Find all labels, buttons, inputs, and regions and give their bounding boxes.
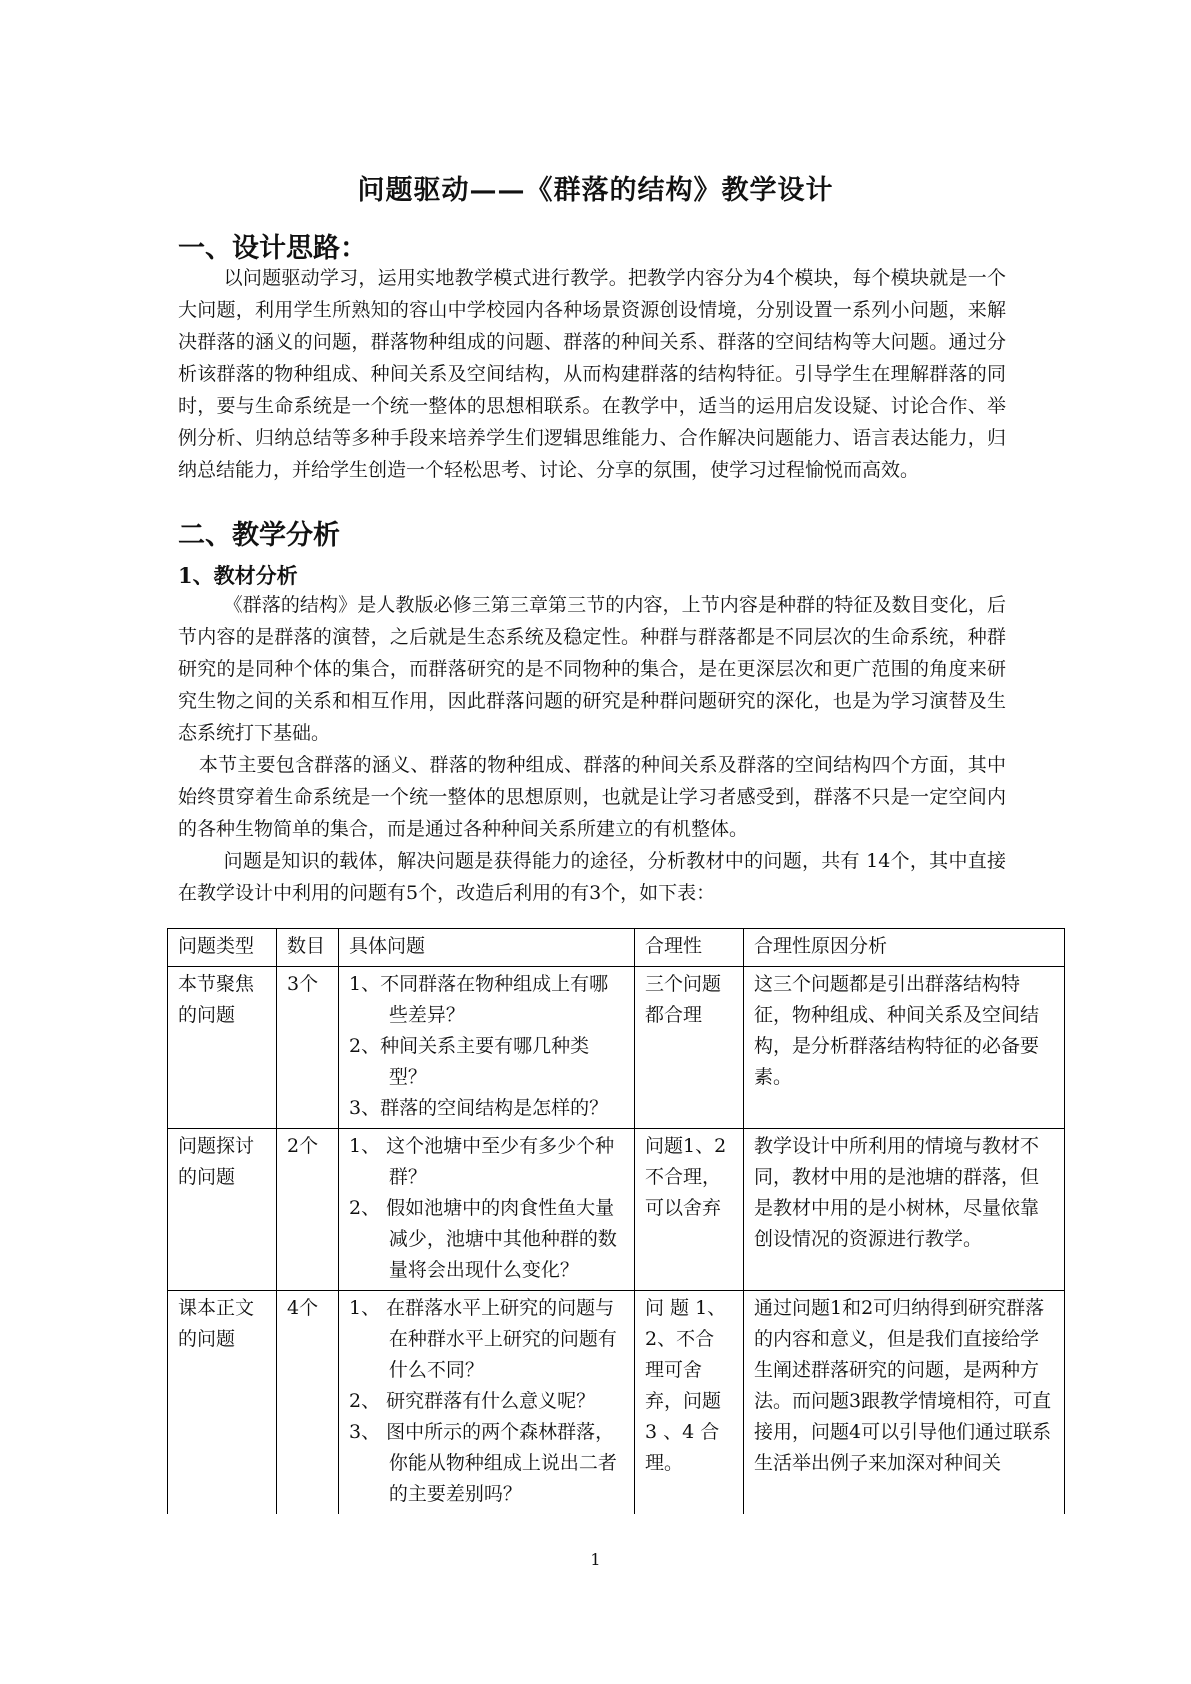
question-item: 3、 图中所示的两个森林群落，你能从物种组成上说出二者的主要差别吗？ (349, 1421, 617, 1505)
cell-analysis: 这三个问题都是引出群落结构特征，物种组成、种间关系及空间结构，是分析群落结构特征的必备要素。 (744, 967, 1065, 1129)
cell-analysis: 教学设计中所利用的情境与教材不同，教材中用的是池塘的群落，但是教材中用的是小树林，尽量依靠创设情况的资源进行教学。 (744, 1129, 1065, 1291)
table-row (168, 967, 1065, 1129)
question-analysis-table (167, 928, 1065, 1514)
cell-count: 3个 (277, 967, 339, 1129)
header-reasonableness: 合理性 (635, 929, 744, 967)
design-idea-paragraph: 以问题驱动学习，运用实地教学模式进行教学。把教学内容分为4个模块，每个模块就是一个大问题，利用学生所熟知的容山中学校园内各种场景资源创设情境，分别设置一系列小问题，来解决群落的涵义的问题，群落物种组成的问题、群落的种间关系、群落的空间结构等大问题。通过分析该群落的物种组成、种间关系及空间结构，从而构建群落的结构特征。引导学生在理解群落的同时，要与生命系统是一个统一整体的思想相联系。在教学中，适当的运用启发设疑、讨论合作、举例分析、归纳总结等多种手段来培养学生们逻辑思维能力、合作解决问题能力、语言表达能力，归纳总结能力，并给学生创造一个轻松思考、讨论、分享的氛围，使学习过程愉悦而高效。 (178, 267, 1006, 481)
question-item: 1、不同群落在物种组成上有哪些差异？ (349, 973, 609, 1026)
question-item: 1、 这个池塘中至少有多少个种群？ (349, 1135, 615, 1188)
subheading-textbook-analysis: 1、教材分析 (178, 563, 298, 588)
cell-count: 2个 (277, 1129, 339, 1291)
cell-questions (339, 967, 635, 1129)
section-heading-design-idea: 一、设计思路： (178, 233, 367, 264)
textbook-paragraph-3: 问题是知识的载体，解决问题是获得能力的途径，分析教材中的问题，共有 14个，其中直接在教学设计中利用的问题有5个，改造后利用的有3个，如下表： (178, 850, 1006, 904)
table-header-row (168, 929, 1065, 967)
cell-analysis: 通过问题1和2可归纳得到研究群落的内容和意义，但是我们直接给学生阐述群落研究的问题，是两种方法。而问题3跟教学情境相符，可直接用，问题4可以引导他们通过联系生活举出例子来加深对种间关 (744, 1291, 1065, 1515)
cell-type: 本节聚焦的问题 (168, 967, 277, 1129)
header-specific-questions: 具体问题 (339, 929, 635, 967)
question-item: 3、群落的空间结构是怎样的？ (349, 1097, 609, 1119)
textbook-analysis-body (178, 589, 1006, 909)
textbook-paragraph-2: 本节主要包含群落的涵义、群落的物种组成、群落的种间关系及群落的空间结构四个方面，其中始终贯穿着生命系统是一个统一整体的思想原则，也就是让学习者感受到，群落不只是一定空间内的各种生物简单的集合，而是通过各种种间关系所建立的有机整体。 (178, 754, 1006, 840)
design-idea-body (178, 262, 1006, 486)
header-reason-analysis: 合理性原因分析 (744, 929, 1065, 967)
cell-type: 问题探讨的问题 (168, 1129, 277, 1291)
question-item: 2、种间关系主要有哪几种类型？ (349, 1035, 590, 1088)
page-title: 问题驱动——《群落的结构》教学设计 (357, 175, 834, 206)
header-question-type: 问题类型 (168, 929, 277, 967)
table-row (168, 1129, 1065, 1291)
section-heading-teaching-analysis: 二、教学分析 (178, 520, 340, 551)
cell-reasonable: 问 题 1、2、不合理可舍弃，问题 3 、4 合理。 (635, 1291, 744, 1515)
header-count: 数目 (277, 929, 339, 967)
cell-reasonable: 问题1、2不合理，可以舍弃 (635, 1129, 744, 1291)
question-item: 2、 假如池塘中的肉食性鱼大量减少，池塘中其他种群的数量将会出现什么变化？ (349, 1197, 617, 1281)
cell-questions (339, 1291, 635, 1515)
question-item: 2、 研究群落有什么意义呢？ (349, 1390, 596, 1412)
cell-type: 课本正文的问题 (168, 1291, 277, 1515)
page-number: 1 (590, 1550, 601, 1569)
table-row (168, 1291, 1065, 1515)
textbook-paragraph-1: 《群落的结构》是人教版必修三第三章第三节的内容，上节内容是种群的特征及数目变化，后节内容的是群落的演替，之后就是生态系统及稳定性。种群与群落都是不同层次的生命系统，种群研究的是同种个体的集合，而群落研究的是不同物种的集合，是在更深层次和更广范围的角度来研究生物之间的关系和相互作用，因此群落问题的研究是种群问题研究的深化，也是为学习演替及生态系统打下基础。 (178, 594, 1006, 744)
question-item: 1、 在群落水平上研究的问题与在种群水平上研究的问题有什么不同？ (349, 1297, 617, 1381)
cell-questions (339, 1129, 635, 1291)
cell-reasonable: 三个问题都合理 (635, 967, 744, 1129)
cell-count: 4个 (277, 1291, 339, 1515)
